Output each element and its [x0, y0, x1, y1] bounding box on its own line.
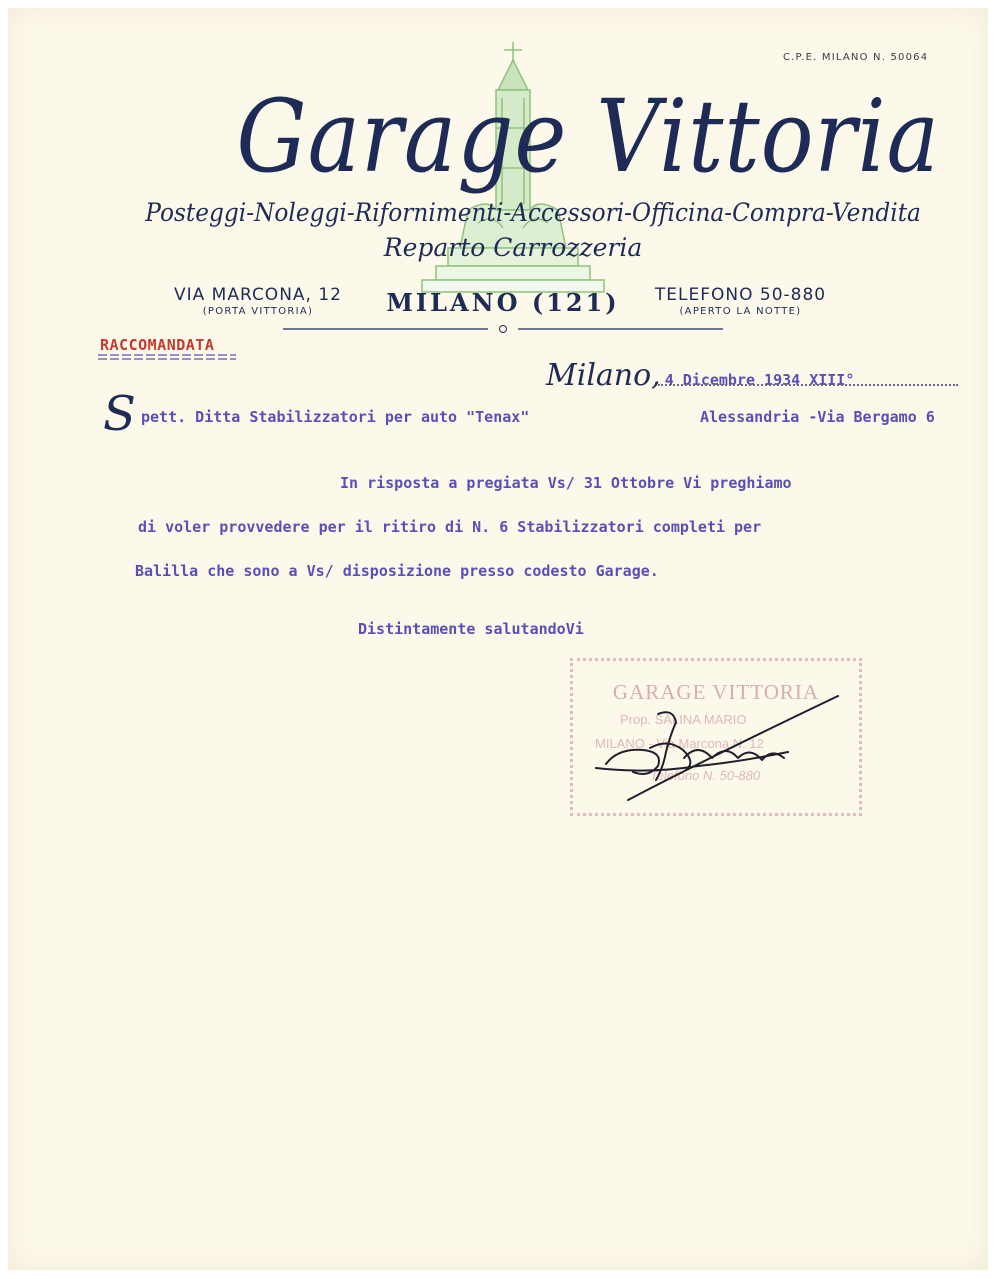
address-street: VIA MARCONA, 12	[174, 285, 342, 305]
addressee: pett. Ditta Stabilizzatori per auto "Tenax"	[141, 408, 530, 426]
cpe-number: C.P.E. MILANO N. 50064	[783, 52, 929, 63]
stamp-phone: Telefono N. 50-880	[650, 768, 761, 783]
addressee-address: Alessandria -Via Bergamo 6	[700, 408, 935, 426]
body-line: Balilla che sono a Vs/ disposizione presso codesto Garage.	[135, 562, 659, 580]
phone-number: TELEFONO 50-880	[654, 285, 827, 305]
phone-note: (APERTO LA NOTTE)	[679, 306, 802, 317]
letter-date: 4 Dicembre 1934 XIII°	[664, 371, 855, 389]
registered-mail-label: RACCOMANDATA	[100, 336, 215, 354]
stamp-company-name: GARAGE VITTORIA	[612, 680, 820, 704]
stamp-street: MILANO - Via Marcona N. 12	[595, 736, 764, 751]
body-line: di voler provvedere per il ritiro di N. 6 Stabilizzatori completi per	[138, 518, 762, 536]
body-line: In risposta a pregiata Vs/ 31 Ottobre Vi preghiamo	[340, 474, 792, 492]
company-address	[158, 285, 358, 317]
department-line: Reparto Carrozzeria	[383, 233, 643, 262]
brand-name: Garage Vittoria	[236, 78, 940, 195]
date-line	[546, 358, 854, 393]
date-place: Milano,	[546, 358, 661, 393]
salutation-initial: S	[103, 386, 136, 442]
handwritten-signature	[588, 688, 858, 818]
address-district: (PORTA VITTORIA)	[202, 306, 314, 317]
date-dotted-rule	[658, 380, 958, 386]
services-line: Posteggi-Noleggi-Rifornimenti-Accessori-Officina-Compra-Vendita	[145, 198, 921, 227]
letter-sheet	[8, 8, 988, 1270]
letterhead-rule	[283, 323, 723, 335]
company-phone	[633, 285, 848, 317]
stamp-proprietor: Prop. SALINA MARIO	[620, 712, 747, 727]
company-city: MILANO (121)	[386, 288, 620, 317]
closing-line: Distintamente salutandoVi	[358, 620, 584, 638]
registered-underline	[98, 350, 236, 366]
